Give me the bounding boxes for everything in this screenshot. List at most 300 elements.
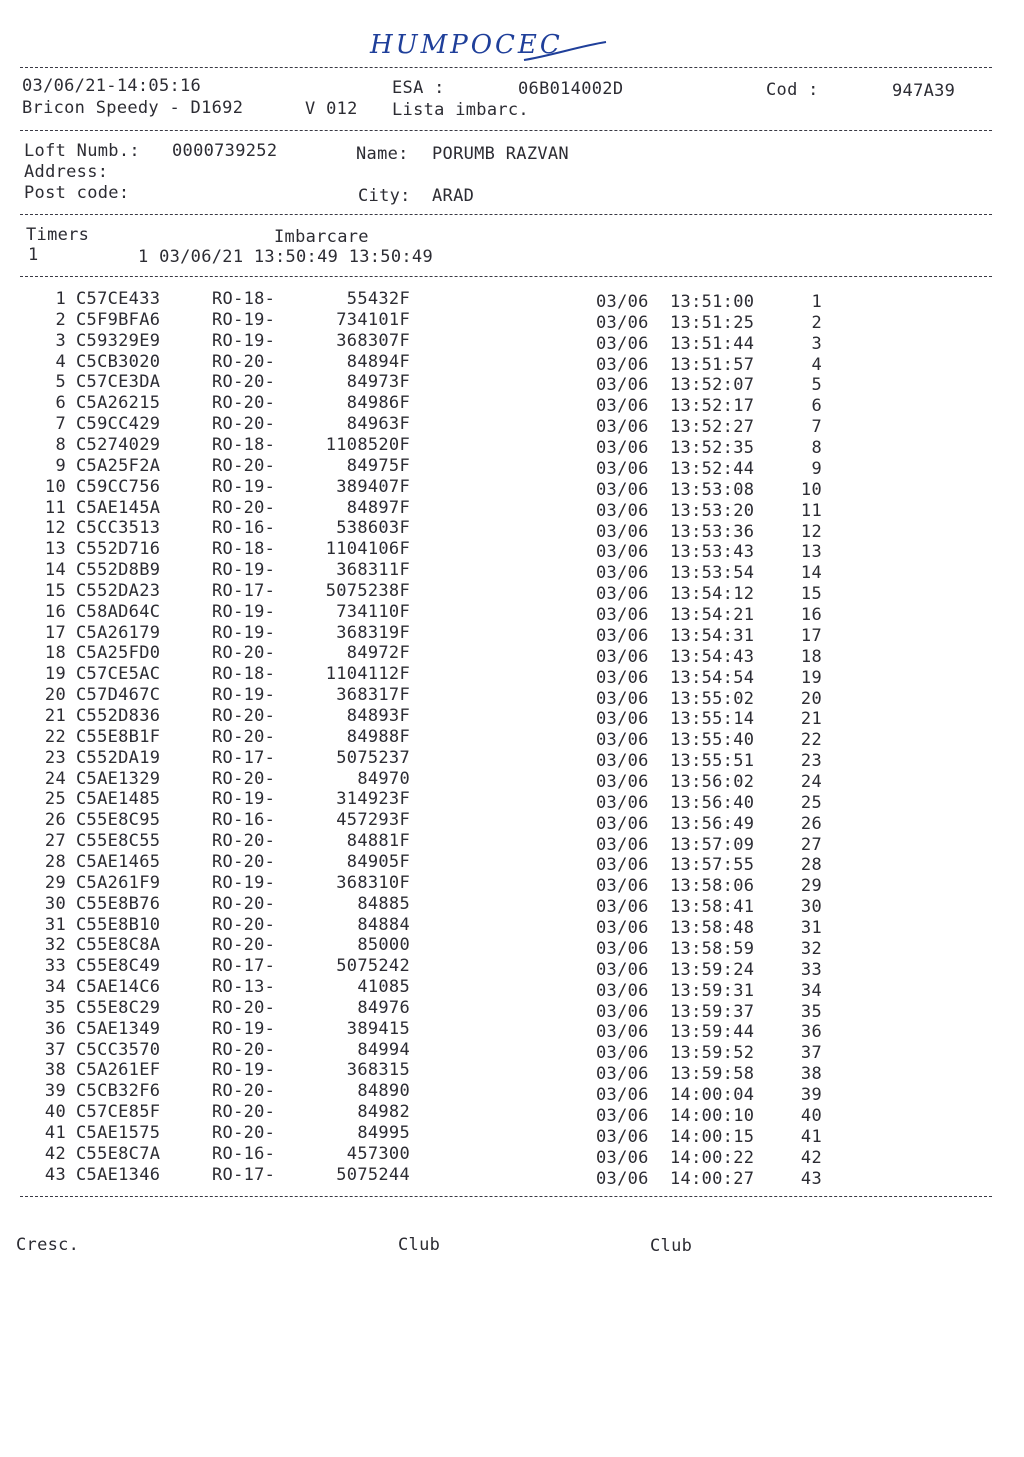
header-list-title: Lista imbarc.	[392, 100, 529, 120]
entry-index: 23	[44, 747, 66, 768]
entry-rank: 35	[800, 1001, 822, 1022]
entry-ring: 368319F	[336, 622, 410, 643]
entry-time: 13:53:08	[670, 479, 755, 500]
entry-row	[0, 539, 1024, 563]
owner-name-label: Name:	[356, 144, 409, 164]
entry-time: 14:00:10	[670, 1105, 755, 1126]
entry-code: C552D8B9	[76, 560, 161, 581]
entry-time: 13:51:57	[670, 354, 755, 375]
entry-date: 03/06	[596, 1085, 649, 1106]
entry-index: 20	[44, 685, 66, 706]
entry-code: C57CE85F	[76, 1102, 161, 1123]
entry-rank: 17	[800, 625, 822, 646]
entry-time: 13:51:44	[670, 333, 755, 354]
entry-rank: 34	[800, 980, 822, 1001]
entry-index: 28	[44, 851, 66, 872]
entry-time: 13:52:17	[670, 396, 755, 417]
entry-date: 03/06	[596, 751, 649, 772]
cresc-label: Cresc.	[16, 1235, 80, 1255]
loft-number-label: Loft Numb.:	[24, 141, 140, 161]
entry-row	[0, 769, 1024, 790]
entry-rank: 27	[800, 834, 822, 855]
entry-code: C5A261F9	[76, 872, 161, 893]
entry-index: 2	[55, 309, 66, 330]
entry-country: RO-17-	[212, 956, 276, 977]
entry-rank: 26	[800, 813, 822, 834]
entry-row	[0, 1143, 1024, 1168]
entry-row	[0, 872, 1024, 897]
entry-code: C5A26215	[76, 393, 161, 414]
entry-index: 43	[44, 1164, 66, 1185]
entry-time: 13:56:02	[670, 772, 755, 792]
entry-date: 03/06	[596, 1105, 649, 1126]
entry-code: C552D836	[76, 706, 161, 726]
entry-country: RO-20-	[212, 414, 276, 435]
entry-row	[0, 706, 1024, 730]
entry-ring: 734110F	[336, 601, 410, 622]
entry-row	[0, 414, 1024, 438]
entry-index: 39	[44, 1081, 66, 1102]
entry-row	[0, 789, 1024, 813]
entry-ring: 368310F	[336, 872, 410, 893]
entry-time: 13:59:52	[670, 1043, 755, 1064]
entry-rank: 9	[811, 458, 822, 479]
entry-ring: 5075237	[336, 747, 410, 768]
entry-time: 13:54:12	[670, 584, 755, 605]
entry-country: RO-19-	[212, 309, 276, 330]
entry-date: 03/06	[596, 938, 649, 959]
entry-time: 13:55:51	[670, 751, 755, 772]
entry-rank: 13	[800, 542, 822, 563]
entry-date: 03/06	[596, 292, 649, 312]
entry-time: 13:53:36	[670, 521, 755, 542]
entry-code: C55E8C55	[76, 831, 161, 852]
entry-country: RO-17-	[212, 747, 276, 768]
entry-row	[0, 997, 1024, 1022]
entry-country: RO-17-	[212, 580, 276, 601]
header-esa-label: ESA :	[392, 78, 445, 98]
entry-index: 35	[44, 997, 66, 1018]
entry-rank: 8	[811, 438, 822, 459]
entry-time: 13:58:06	[670, 876, 755, 897]
divider-header	[20, 130, 992, 131]
entry-date: 03/06	[596, 1147, 649, 1168]
entry-index: 34	[44, 977, 66, 998]
header-version: V 012	[305, 99, 358, 119]
entry-date: 03/06	[596, 542, 649, 563]
entry-index: 6	[55, 393, 66, 414]
entry-rank: 21	[800, 709, 822, 730]
entry-country: RO-20-	[212, 851, 276, 872]
entry-row	[0, 560, 1024, 584]
entry-date: 03/06	[596, 1168, 649, 1189]
entry-country: RO-20-	[212, 372, 276, 393]
entry-row	[0, 1018, 1024, 1043]
entry-date: 03/06	[596, 792, 649, 813]
entry-index: 26	[44, 810, 66, 831]
entry-index: 41	[44, 1123, 66, 1143]
entry-index: 9	[55, 455, 66, 476]
entry-ring: 84976	[357, 997, 410, 1018]
entry-rank: 24	[800, 772, 822, 792]
entry-rank: 22	[800, 730, 822, 751]
entry-index: 3	[55, 330, 66, 351]
entry-country: RO-19-	[212, 1060, 276, 1081]
entry-country: RO-20-	[212, 1039, 276, 1060]
entry-date: 03/06	[596, 521, 649, 542]
entry-ring: 1104106F	[325, 539, 410, 560]
entry-ring: 84885	[357, 893, 410, 914]
entry-country: RO-18-	[212, 664, 276, 685]
entry-code: C55E8C8A	[76, 935, 161, 956]
entry-rank: 36	[800, 1022, 822, 1043]
entry-row	[0, 518, 1024, 542]
entry-date: 03/06	[596, 959, 649, 980]
entry-index: 8	[55, 434, 66, 455]
entry-time: 13:56:40	[670, 792, 755, 813]
entry-code: C5AE14C6	[76, 977, 161, 998]
entry-date: 03/06	[596, 479, 649, 500]
entry-time: 13:51:00	[670, 292, 755, 312]
entry-code: C57CE433	[76, 289, 161, 309]
entry-index: 22	[44, 726, 66, 747]
entry-time: 13:53:43	[670, 542, 755, 563]
entry-row	[0, 372, 1024, 396]
entry-ring: 84982	[357, 1102, 410, 1123]
entry-country: RO-18-	[212, 539, 276, 560]
entry-code: C57CE3DA	[76, 372, 161, 393]
entry-rank: 2	[811, 312, 822, 333]
entry-time: 14:00:27	[670, 1168, 755, 1189]
entry-rank: 4	[811, 354, 822, 375]
entry-code: C57D467C	[76, 685, 161, 706]
entry-time: 13:52:27	[670, 417, 755, 438]
entry-ring: 457293F	[336, 810, 410, 831]
entry-date: 03/06	[596, 709, 649, 730]
entry-time: 14:00:22	[670, 1147, 755, 1168]
entry-row	[0, 434, 1024, 459]
entry-row	[0, 498, 1024, 519]
entry-country: RO-20-	[212, 768, 276, 789]
entry-date: 03/06	[596, 897, 649, 918]
entry-ring: 1108520F	[325, 434, 410, 455]
entry-index: 10	[44, 476, 66, 497]
entry-country: RO-20-	[212, 997, 276, 1018]
entry-date: 03/06	[596, 834, 649, 855]
entry-time: 13:54:21	[670, 605, 755, 626]
entry-row	[0, 977, 1024, 1001]
entry-time: 13:54:54	[670, 667, 755, 688]
entry-date: 03/06	[596, 333, 649, 354]
entry-ring: 84893F	[346, 706, 410, 726]
entry-time: 13:54:43	[670, 646, 755, 667]
entry-country: RO-19-	[212, 601, 276, 622]
entry-date: 03/06	[596, 1064, 649, 1085]
entry-row	[0, 685, 1024, 709]
entry-time: 13:52:44	[670, 458, 755, 479]
timer-line: 1 03/06/21 13:50:49 13:50:49	[138, 247, 433, 267]
entry-country: RO-19-	[212, 560, 276, 581]
entry-code: C55E8C7A	[76, 1143, 161, 1164]
entry-date: 03/06	[596, 813, 649, 834]
entry-code: C5AE1465	[76, 851, 161, 872]
entry-time: 13:55:02	[670, 688, 755, 709]
entry-ring: 85000	[357, 935, 410, 956]
entry-rank: 37	[800, 1043, 822, 1064]
entry-index: 7	[55, 414, 66, 435]
entry-country: RO-19-	[212, 789, 276, 810]
entry-date: 03/06	[596, 772, 649, 792]
entry-time: 13:59:44	[670, 1022, 755, 1043]
entry-country: RO-20-	[212, 914, 276, 935]
entry-country: RO-19-	[212, 622, 276, 643]
entry-ring: 5075238F	[325, 580, 410, 601]
entry-time: 13:52:35	[670, 438, 755, 459]
divider-owner	[20, 214, 992, 215]
entry-code: C5AE1575	[76, 1123, 161, 1143]
club-label-1: Club	[398, 1235, 441, 1255]
entry-row	[0, 1060, 1024, 1085]
entry-date: 03/06	[596, 354, 649, 375]
entry-row	[0, 747, 1024, 772]
entry-row	[0, 726, 1024, 751]
entry-row	[0, 1081, 1024, 1106]
entry-code: C55E8B1F	[76, 726, 161, 747]
timer-index: 1	[28, 245, 39, 265]
entry-index: 21	[44, 706, 66, 726]
city-value: ARAD	[432, 186, 475, 206]
handwritten-underline-stroke	[520, 38, 610, 68]
entry-date: 03/06	[596, 438, 649, 459]
header-store: Bricon Speedy - D1692	[22, 98, 244, 118]
entry-time: 13:58:59	[670, 938, 755, 959]
entry-index: 29	[44, 872, 66, 893]
entry-country: RO-19-	[212, 872, 276, 893]
entry-country: RO-20-	[212, 455, 276, 476]
entry-code: C5CB32F6	[76, 1081, 161, 1102]
entry-row	[0, 580, 1024, 605]
entry-time: 13:59:24	[670, 959, 755, 980]
entry-row	[0, 831, 1024, 855]
entry-rank: 5	[811, 375, 822, 396]
entry-rank: 23	[800, 751, 822, 772]
club-label-2: Club	[650, 1236, 693, 1256]
entry-date: 03/06	[596, 584, 649, 605]
entry-ring: 389407F	[336, 476, 410, 497]
entry-country: RO-19-	[212, 330, 276, 351]
entry-index: 33	[44, 956, 66, 977]
entry-country: RO-20-	[212, 351, 276, 372]
entry-ring: 84995	[357, 1123, 410, 1143]
entry-rank: 14	[800, 563, 822, 584]
header-datetime: 03/06/21-14:05:16	[22, 76, 202, 96]
entry-date: 03/06	[596, 458, 649, 479]
entry-date: 03/06	[596, 1022, 649, 1043]
entry-rank: 41	[800, 1126, 822, 1147]
entry-date: 03/06	[596, 855, 649, 876]
entry-code: C55E8B76	[76, 893, 161, 914]
entry-country: RO-16-	[212, 810, 276, 831]
entry-code: C57CE5AC	[76, 664, 161, 685]
entry-country: RO-20-	[212, 831, 276, 852]
entry-ring: 84994	[357, 1039, 410, 1060]
entry-rank: 1	[811, 292, 822, 312]
entry-rank: 30	[800, 897, 822, 918]
entry-index: 17	[44, 622, 66, 643]
entry-ring: 457300	[346, 1143, 410, 1164]
entry-code: C59CC756	[76, 476, 161, 497]
entry-rank: 16	[800, 605, 822, 626]
entry-ring: 84972F	[346, 643, 410, 664]
entry-code: C552DA19	[76, 747, 161, 768]
entry-ring: 41085	[357, 977, 410, 998]
entry-index: 38	[44, 1060, 66, 1081]
entry-code: C5CC3513	[76, 518, 161, 539]
entry-code: C58AD64C	[76, 601, 161, 622]
entry-ring: 84894F	[346, 351, 410, 372]
entry-ring: 84975F	[346, 455, 410, 476]
entry-ring: 84988F	[346, 726, 410, 747]
entry-country: RO-20-	[212, 893, 276, 914]
entry-time: 13:53:54	[670, 563, 755, 584]
entry-country: RO-19-	[212, 1018, 276, 1039]
entry-row	[0, 664, 1024, 688]
entry-index: 31	[44, 914, 66, 935]
entry-country: RO-17-	[212, 1164, 276, 1185]
entry-index: 42	[44, 1143, 66, 1164]
entry-code: C552D716	[76, 539, 161, 560]
entry-ring: 389415	[346, 1018, 410, 1039]
timers-label: Timers	[26, 225, 90, 245]
entry-rank: 10	[800, 479, 822, 500]
imbarcare-label: Imbarcare	[274, 227, 369, 247]
entry-country: RO-20-	[212, 1102, 276, 1123]
entry-code: C55E8B10	[76, 914, 161, 935]
entry-ring: 84970	[357, 768, 410, 789]
entry-date: 03/06	[596, 980, 649, 1001]
entry-index: 32	[44, 935, 66, 956]
entry-ring: 84973F	[346, 372, 410, 393]
entry-row	[0, 1123, 1024, 1147]
entry-date: 03/06	[596, 1126, 649, 1147]
entry-index: 36	[44, 1018, 66, 1039]
entry-country: RO-18-	[212, 289, 276, 309]
entry-row	[0, 331, 1024, 352]
entry-country: RO-20-	[212, 393, 276, 414]
entry-rank: 20	[800, 688, 822, 709]
entry-rank: 19	[800, 667, 822, 688]
entry-country: RO-20-	[212, 1081, 276, 1102]
entry-date: 03/06	[596, 876, 649, 897]
entry-time: 13:59:31	[670, 980, 755, 1001]
entry-date: 03/06	[596, 417, 649, 438]
divider-timers	[20, 276, 992, 277]
entry-time: 13:55:40	[670, 730, 755, 751]
entry-code: C55E8C29	[76, 997, 161, 1018]
entry-ring: 5075244	[336, 1164, 410, 1185]
entry-row	[0, 623, 1024, 644]
entry-country: RO-13-	[212, 977, 276, 998]
entry-code: C55E8C49	[76, 956, 161, 977]
entry-date: 03/06	[596, 688, 649, 709]
handwritten-note: HUMPOCEC	[370, 30, 563, 60]
entry-code: C5274029	[76, 434, 161, 455]
entry-row	[0, 914, 1024, 939]
entry-code: C5AE1485	[76, 789, 161, 810]
entry-index: 18	[44, 643, 66, 664]
entry-row	[0, 643, 1024, 667]
entry-country: RO-19-	[212, 685, 276, 706]
entry-rank: 11	[800, 500, 822, 521]
entry-row	[0, 456, 1024, 477]
entry-country: RO-20-	[212, 726, 276, 747]
header-esa-value: 06B014002D	[518, 79, 624, 99]
address-label: Address:	[24, 162, 109, 182]
entry-index: 15	[44, 580, 66, 601]
entry-row	[0, 935, 1024, 959]
entry-ring: 84897F	[346, 497, 410, 518]
entry-time: 14:00:15	[670, 1126, 755, 1147]
entry-time: 13:59:58	[670, 1064, 755, 1085]
entry-index: 16	[44, 601, 66, 622]
entry-rank: 12	[800, 521, 822, 542]
entry-rank: 28	[800, 855, 822, 876]
entry-index: 27	[44, 831, 66, 852]
entry-code: C59329E9	[76, 330, 161, 351]
entry-index: 24	[44, 768, 66, 789]
entry-code: C55E8C95	[76, 810, 161, 831]
entry-rank: 7	[811, 417, 822, 438]
entry-index: 30	[44, 893, 66, 914]
city-label: City:	[358, 186, 411, 206]
entry-row	[0, 289, 1024, 310]
entry-ring: 84905F	[346, 851, 410, 872]
entry-ring: 5075242	[336, 956, 410, 977]
entry-index: 11	[44, 497, 66, 518]
entry-time: 13:58:48	[670, 918, 755, 939]
entry-index: 5	[55, 372, 66, 393]
entry-index: 19	[44, 664, 66, 685]
entry-row	[0, 477, 1024, 498]
entry-date: 03/06	[596, 625, 649, 646]
entry-ring: 368317F	[336, 685, 410, 706]
entry-date: 03/06	[596, 375, 649, 396]
entry-date: 03/06	[596, 1043, 649, 1064]
entry-rank: 42	[800, 1147, 822, 1168]
entry-row	[0, 352, 1024, 373]
entry-rank: 38	[800, 1064, 822, 1085]
entry-ring: 368315	[346, 1060, 410, 1081]
entry-rank: 6	[811, 396, 822, 417]
entry-time: 13:55:14	[670, 709, 755, 730]
entry-time: 13:56:49	[670, 813, 755, 834]
entry-time: 13:51:25	[670, 312, 755, 333]
entry-row	[0, 1102, 1024, 1126]
entry-code: C5A261EF	[76, 1060, 161, 1081]
entry-row	[0, 601, 1024, 626]
entry-index: 40	[44, 1102, 66, 1123]
entry-date: 03/06	[596, 312, 649, 333]
entry-time: 13:57:55	[670, 855, 755, 876]
entry-rank: 29	[800, 876, 822, 897]
entry-date: 03/06	[596, 605, 649, 626]
entry-rank: 40	[800, 1105, 822, 1126]
entry-index: 13	[44, 539, 66, 560]
entry-code: C5AE1346	[76, 1164, 161, 1185]
entry-time: 14:00:04	[670, 1085, 755, 1106]
entry-time: 13:58:41	[670, 897, 755, 918]
entry-time: 13:57:09	[670, 834, 755, 855]
